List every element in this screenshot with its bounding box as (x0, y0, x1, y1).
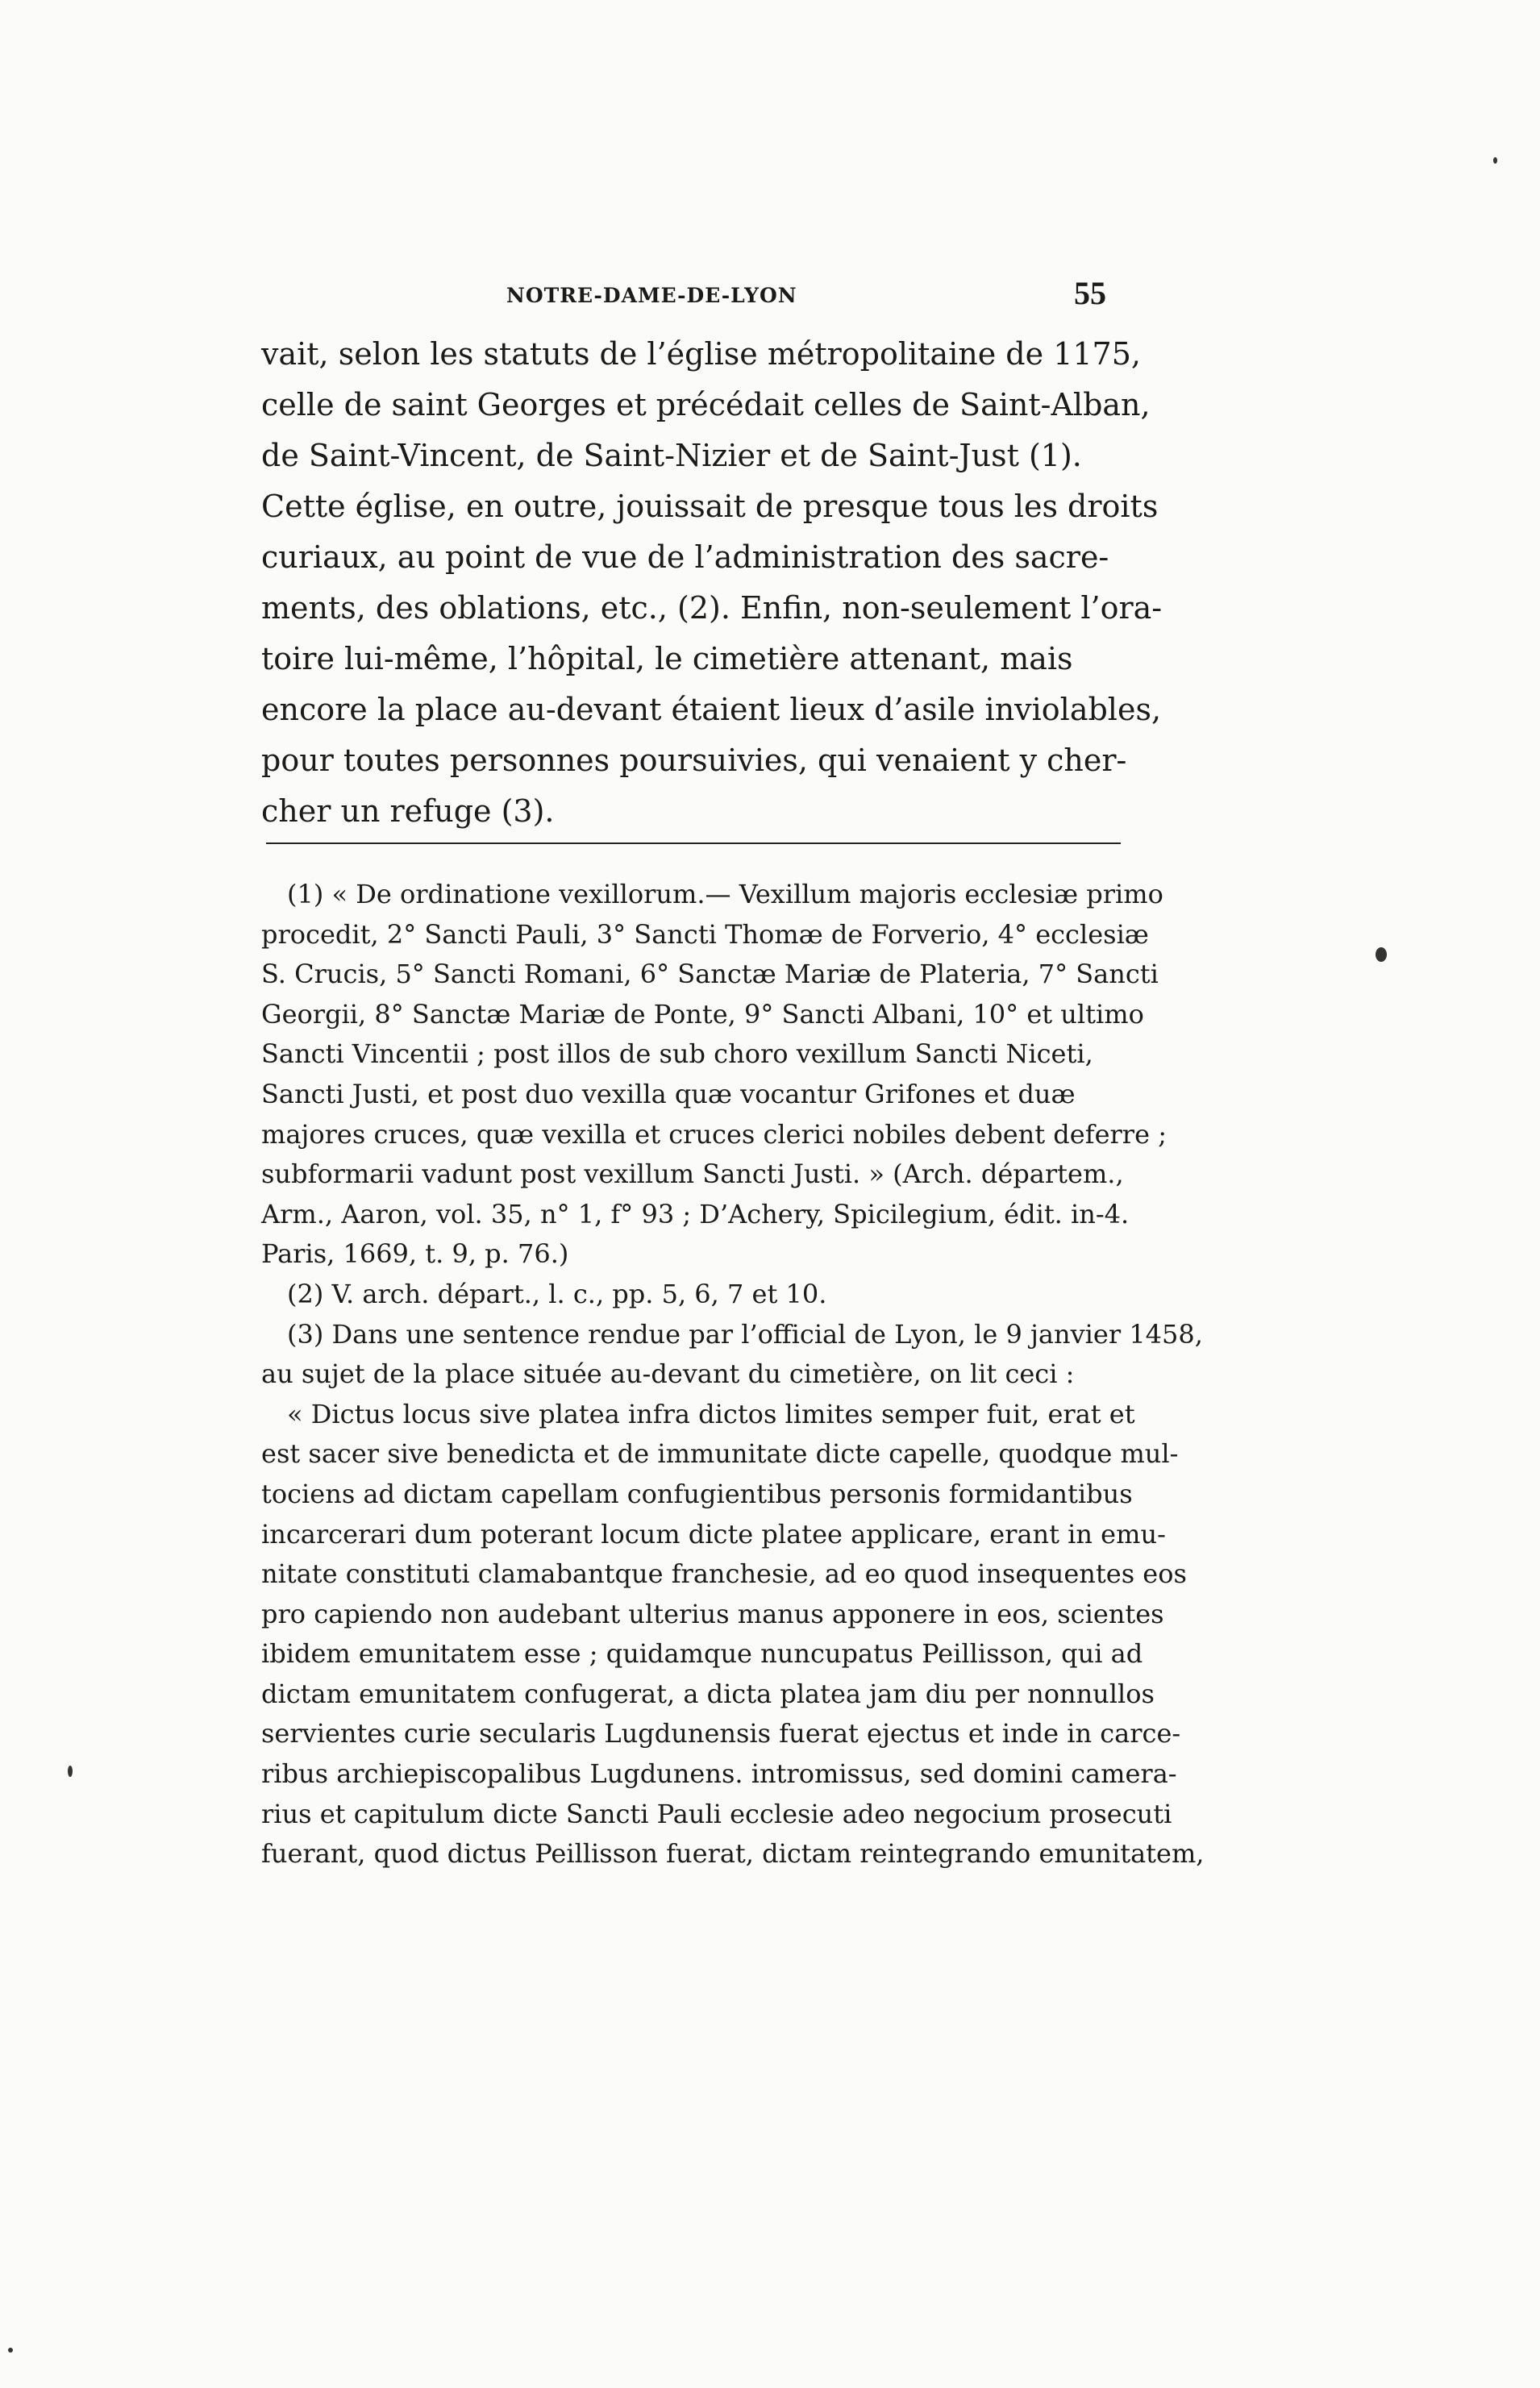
body-line: de Saint-Vincent, de Saint-Nizier et de Saint-Just (1). (261, 438, 1082, 473)
footnote-line: fuerant, quod dictus Peillisson fuerat, dictam reintegrando emunitatem, (261, 1838, 1205, 1870)
footnote-line: au sujet de la place située au-devant du cimetière, on lit ceci : (261, 1358, 1075, 1390)
footnote-line: nitate constituti clamabantque franchesie, ad eo quod insequentes eos (261, 1558, 1187, 1590)
scan-speck (1493, 157, 1497, 164)
footnote-line: Arm., Aaron, vol. 35, n° 1, f° 93 ; D’Achery, Spicilegium, édit. in-4. (261, 1198, 1130, 1229)
footnote-separator-rule (266, 842, 1121, 844)
body-line: ments, des oblations, etc., (2). Enfin, non-seulement l’ora- (261, 590, 1163, 626)
footnote-line: procedit, 2° Sancti Pauli, 3° Sancti Thomæ de Forverio, 4° ecclesiæ (261, 918, 1149, 950)
footnote-line: ibidem emunitatem esse ; quidamque nuncupatus Peillisson, qui ad (261, 1638, 1143, 1670)
body-line: curiaux, au point de vue de l’administration des sacre- (261, 539, 1109, 575)
body-paragraph (261, 329, 1163, 837)
footnote-line: servientes curie secularis Lugdunensis fuerat ejectus et inde in carce- (261, 1718, 1181, 1749)
footnote-line: « Dictus locus sive platea infra dictos limites semper fuit, erat et (287, 1398, 1135, 1429)
footnote-line: Sancti Vincentii ; post illos de sub choro vexillum Sancti Niceti, (261, 1038, 1093, 1070)
footnote-line: majores cruces, quæ vexilla et cruces clerici nobiles debent deferre ; (261, 1118, 1167, 1150)
footnote-line: Sancti Justi, et post duo vexilla quæ vocantur Grifones et duæ (261, 1078, 1076, 1109)
scan-speck (1376, 947, 1387, 962)
footnote-line: S. Crucis, 5° Sancti Romani, 6° Sanctæ Mariæ de Plateria, 7° Sancti (261, 959, 1159, 990)
footnote-line: subformarii vadunt post vexillum Sancti Justi. » (Arch. départem., (261, 1159, 1124, 1190)
body-line: toire lui-même, l’hôpital, le cimetière attenant, mais (261, 641, 1073, 676)
body-line: Cette église, en outre, jouissait de presque tous les droits (261, 489, 1159, 524)
footnote-line: (2) V. arch. départ., l. c., pp. 5, 6, 7 et 10. (287, 1278, 827, 1309)
footnote-line: incarcerari dum poterant locum dicte platee applicare, erant in emu- (261, 1518, 1166, 1550)
footnote-line: (3) Dans une sentence rendue par l’official de Lyon, le 9 janvier 1458, (287, 1318, 1203, 1350)
footnote-line: est sacer sive benedicta et de immunitate dicte capelle, quodque mul- (261, 1438, 1179, 1470)
footnote-line: pro capiendo non audebant ulterius manus apponere in eos, scientes (261, 1598, 1164, 1629)
footnote-line: rius et capitulum dicte Sancti Pauli ecclesie adeo negocium prosecuti (261, 1798, 1172, 1829)
body-line: pour toutes personnes poursuivies, qui venaient y cher- (261, 743, 1127, 778)
body-line: encore la place au-devant étaient lieux d’asile inviolables, (261, 692, 1162, 727)
footnote-line: Georgii, 8° Sanctæ Mariæ de Ponte, 9° Sancti Albani, 10° et ultimo (261, 998, 1144, 1030)
body-line: cher un refuge (3). (261, 793, 555, 829)
footnote-line: dictam emunitatem confugerat, a dicta platea jam diu per nonnullos (261, 1678, 1155, 1709)
footnote-line: ribus archiepiscopalibus Lugdunens. intromissus, sed domini camera- (261, 1758, 1177, 1790)
scan-speck (68, 1766, 73, 1777)
body-line: celle de saint Georges et précédait celles de Saint-Alban, (261, 387, 1151, 422)
footnote-line: (1) « De ordinatione vexillorum.— Vexillum majoris ecclesiæ primo (287, 879, 1163, 909)
page-number: 55 (1074, 275, 1106, 311)
footnotes (261, 875, 1205, 1874)
scan-speck (8, 2348, 13, 2353)
running-title: NOTRE-DAME-DE-LYON (506, 284, 797, 307)
footnote-line: Paris, 1669, t. 9, p. 76.) (261, 1238, 569, 1270)
footnote-line: tociens ad dictam capellam confugientibus personis formidantibus (261, 1478, 1133, 1509)
body-line: vait, selon les statuts de l’église métropolitaine de 1175, (261, 336, 1141, 372)
